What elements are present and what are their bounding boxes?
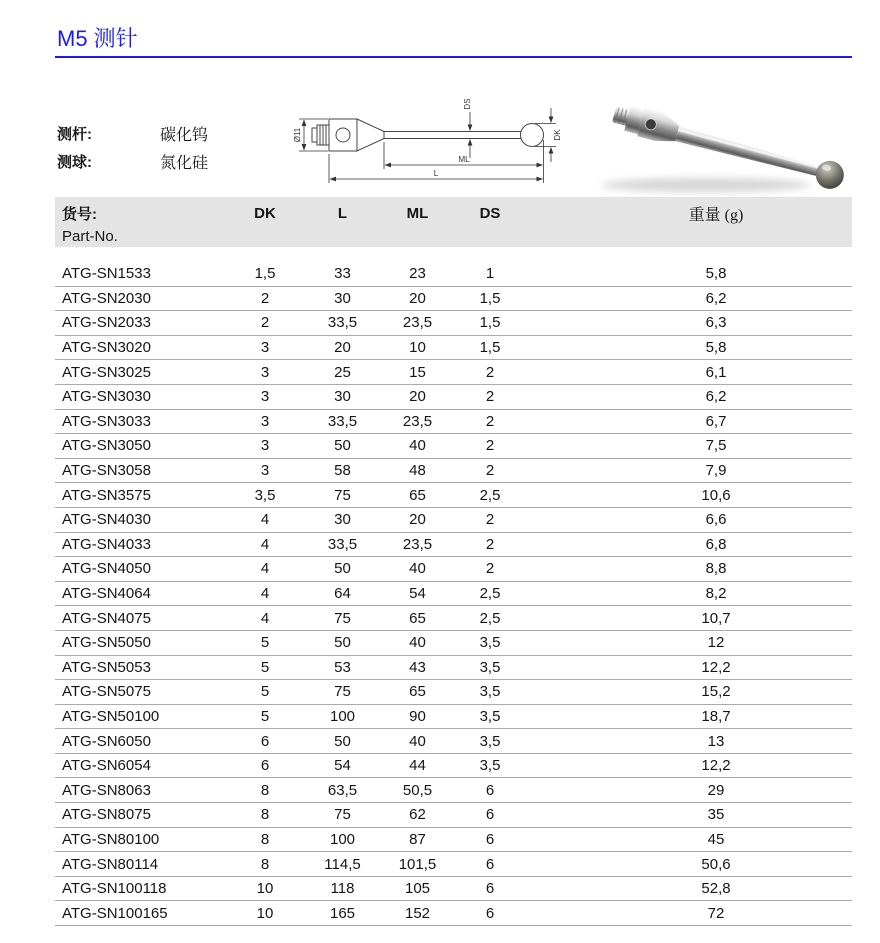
- cell-ds: 2: [485, 535, 495, 553]
- cell-dk: 3: [260, 412, 270, 430]
- cell-ds: 2: [485, 388, 495, 406]
- cell-weight: 6,6: [705, 511, 727, 529]
- dim-label-diameter: Ø11: [293, 127, 302, 143]
- cell-weight: 15,2: [701, 683, 731, 701]
- cell-part-no: ATG-SN8075: [62, 806, 151, 824]
- cell-ml: 65: [409, 486, 426, 504]
- table-body: [55, 262, 852, 926]
- cell-ml: 152: [404, 904, 431, 922]
- col-header-l: L: [337, 205, 348, 222]
- cell-weight: 52,8: [701, 880, 731, 898]
- table-row: [55, 533, 852, 558]
- cell-l: 100: [329, 830, 356, 848]
- cell-weight: 18,7: [701, 707, 731, 725]
- cell-part-no: ATG-SN1533: [62, 265, 151, 283]
- cell-l: 30: [334, 388, 351, 406]
- cell-l: 118: [330, 880, 355, 898]
- cell-dk: 8: [260, 781, 270, 799]
- cell-ml: 23,5: [402, 314, 433, 332]
- cell-weight: 6,1: [705, 363, 727, 381]
- cell-ml: 40: [409, 732, 426, 750]
- table-row: [55, 557, 852, 582]
- table-row: [55, 778, 852, 803]
- cell-weight: 7,9: [705, 462, 727, 480]
- cell-l: 20: [334, 339, 351, 357]
- cell-ds: 3,5: [479, 683, 501, 701]
- cell-dk: 3: [260, 363, 270, 381]
- cell-part-no: ATG-SN3050: [62, 437, 151, 455]
- cell-l: 100: [329, 707, 356, 725]
- cell-ds: 6: [485, 855, 495, 873]
- cell-part-no: ATG-SN3030: [62, 388, 151, 406]
- cell-ml: 23,5: [402, 412, 433, 430]
- cell-weight: 29: [707, 781, 725, 799]
- dim-label-ds: DS: [463, 98, 472, 110]
- table-row: [55, 656, 852, 681]
- cell-part-no: ATG-SN3033: [62, 412, 151, 430]
- cell-l: 58: [334, 462, 351, 480]
- cell-dk: 10: [256, 904, 274, 922]
- cell-l: 25: [334, 363, 351, 381]
- cell-l: 75: [334, 806, 351, 824]
- cell-dk: 4: [260, 511, 270, 529]
- table-row: [55, 901, 852, 926]
- cell-l: 54: [334, 757, 351, 775]
- table-row: [55, 262, 852, 287]
- cell-ml: 54: [409, 585, 426, 603]
- cell-weight: 6,8: [705, 535, 727, 553]
- cell-dk: 3: [260, 437, 270, 455]
- cell-dk: 6: [260, 732, 270, 750]
- product-photo: [588, 86, 854, 202]
- cell-l: 50: [334, 560, 351, 578]
- cell-part-no: ATG-SN4075: [62, 609, 151, 627]
- table-row: [55, 680, 852, 705]
- cell-dk: 8: [260, 855, 270, 873]
- cell-weight: 10,7: [701, 609, 731, 627]
- table-row: [55, 606, 852, 631]
- cell-weight: 6,2: [705, 388, 727, 406]
- cell-dk: 5: [260, 683, 270, 701]
- cell-ds: 3,5: [479, 658, 501, 676]
- cell-weight: 8,2: [705, 585, 727, 603]
- cell-ml: 40: [409, 437, 426, 455]
- dim-label-dk: DK: [553, 129, 562, 141]
- cell-ds: 2: [485, 462, 495, 480]
- cell-ds: 2: [485, 437, 495, 455]
- table-row: [55, 877, 852, 902]
- cell-part-no: ATG-SN3058: [62, 462, 151, 480]
- cell-l: 33,5: [327, 535, 358, 553]
- cell-weight: 12: [707, 634, 725, 652]
- table-row: [55, 631, 852, 656]
- table-row: [55, 459, 852, 484]
- cell-ds: 2: [485, 560, 495, 578]
- cell-ml: 65: [409, 609, 426, 627]
- cell-ds: 3,5: [479, 634, 501, 652]
- table-row: [55, 803, 852, 828]
- cell-weight: 13: [707, 732, 725, 750]
- cell-ds: 3,5: [479, 707, 501, 725]
- cell-part-no: ATG-SN3020: [62, 339, 151, 357]
- cell-l: 30: [334, 511, 351, 529]
- stylus-dimension-drawing: [292, 88, 564, 195]
- cell-dk: 4: [260, 609, 270, 627]
- cell-l: 75: [334, 486, 351, 504]
- cell-ml: 10: [409, 339, 426, 357]
- cell-weight: 12,2: [701, 757, 731, 775]
- cell-l: 50: [334, 634, 351, 652]
- stylus-ball-label: 测球:: [57, 153, 92, 171]
- stylus-ball-value: 氮化硅: [160, 154, 209, 172]
- cell-ds: 2: [485, 412, 495, 430]
- table-row: [55, 828, 852, 853]
- col-header-part-no-en: Part-No.: [62, 228, 118, 245]
- cell-ml: 40: [409, 634, 426, 652]
- cell-ds: 3,5: [479, 732, 501, 750]
- material-row: [57, 147, 208, 175]
- cell-ml: 40: [409, 560, 426, 578]
- cell-ml: 20: [409, 289, 426, 307]
- cell-ds: 2,5: [479, 585, 501, 603]
- cell-ml: 23,5: [402, 535, 433, 553]
- cell-ds: 6: [485, 806, 495, 824]
- cell-l: 64: [334, 585, 351, 603]
- cell-weight: 8,8: [705, 560, 727, 578]
- cell-dk: 2: [260, 314, 270, 332]
- dim-label-ml: ML: [458, 155, 470, 164]
- cell-weight: 45: [707, 830, 725, 848]
- table-row: [55, 336, 852, 361]
- cell-part-no: ATG-SN5050: [62, 634, 151, 652]
- photo-shadow: [601, 178, 811, 192]
- cell-part-no: ATG-SN50100: [62, 707, 160, 725]
- cell-l: 165: [329, 904, 356, 922]
- cell-dk: 6: [260, 757, 270, 775]
- cell-part-no: ATG-SN4050: [62, 560, 151, 578]
- cell-dk: 4: [260, 535, 270, 553]
- cell-ml: 101,5: [398, 855, 437, 873]
- cell-l: 33,5: [327, 412, 358, 430]
- cell-part-no: ATG-SN5053: [62, 658, 151, 676]
- table-row: [55, 483, 852, 508]
- stylus-shaft-value: 碳化钨: [160, 126, 209, 144]
- title-divider: [55, 56, 852, 58]
- table-row: [55, 754, 852, 779]
- stylus-shaft-label: 测杆:: [57, 125, 92, 143]
- cell-ml: 105: [404, 880, 431, 898]
- table-row: [55, 287, 852, 312]
- cell-weight: 12,2: [701, 658, 731, 676]
- cell-l: 30: [334, 289, 351, 307]
- col-header-ml: ML: [406, 205, 429, 222]
- cell-l: 75: [334, 609, 351, 627]
- cell-weight: 72: [707, 904, 725, 922]
- table-row: [55, 360, 852, 385]
- cell-l: 63,5: [327, 781, 358, 799]
- material-row: [57, 119, 208, 147]
- cell-weight: 6,3: [705, 314, 727, 332]
- cell-l: 75: [334, 683, 351, 701]
- cell-ds: 6: [485, 880, 495, 898]
- cell-ds: 3,5: [479, 757, 501, 775]
- cell-ml: 48: [409, 462, 426, 480]
- cell-ds: 2,5: [479, 486, 501, 504]
- cell-weight: 6,2: [705, 289, 727, 307]
- cell-part-no: ATG-SN6050: [62, 732, 151, 750]
- cell-ml: 20: [409, 388, 426, 406]
- cell-ml: 15: [409, 363, 426, 381]
- dim-label-l: L: [433, 169, 439, 178]
- col-header-ds: DS: [479, 205, 501, 222]
- cell-weight: 5,8: [705, 339, 727, 357]
- cell-ds: 1,5: [479, 339, 501, 357]
- table-row: [55, 311, 852, 336]
- cell-weight: 10,6: [701, 486, 731, 504]
- cell-ml: 20: [409, 511, 426, 529]
- cell-ds: 6: [485, 781, 495, 799]
- cell-ds: 2,5: [479, 609, 501, 627]
- cell-dk: 4: [260, 585, 270, 603]
- cell-weight: 5,8: [705, 265, 727, 283]
- cell-dk: 10: [256, 880, 274, 898]
- cell-l: 53: [334, 658, 351, 676]
- cell-dk: 4: [260, 560, 270, 578]
- col-header-part-no: 货号:: [62, 206, 97, 223]
- table-row: [55, 508, 852, 533]
- table-header: [55, 197, 852, 247]
- cell-dk: 2: [260, 289, 270, 307]
- cell-ml: 44: [409, 757, 426, 775]
- cell-part-no: ATG-SN3025: [62, 363, 151, 381]
- cell-weight: 7,5: [705, 437, 727, 455]
- cell-part-no: ATG-SN8063: [62, 781, 151, 799]
- cell-dk: 8: [260, 806, 270, 824]
- cell-ds: 1,5: [479, 289, 501, 307]
- cell-l: 33,5: [327, 314, 358, 332]
- cell-part-no: ATG-SN80114: [62, 855, 159, 873]
- table-header-row: [55, 197, 852, 225]
- table-row: [55, 852, 852, 877]
- cell-ml: 50,5: [402, 781, 433, 799]
- cell-l: 50: [334, 732, 351, 750]
- cell-ds: 6: [485, 904, 495, 922]
- cell-ds: 2: [485, 511, 495, 529]
- cell-dk: 5: [260, 707, 270, 725]
- cell-ml: 87: [409, 830, 426, 848]
- cell-part-no: ATG-SN4064: [62, 585, 151, 603]
- col-header-weight: 重量 (g): [688, 207, 744, 224]
- cell-part-no: ATG-SN5075: [62, 683, 151, 701]
- cell-part-no: ATG-SN4030: [62, 511, 151, 529]
- col-header-dk: DK: [254, 205, 276, 222]
- cell-part-no: ATG-SN4033: [62, 535, 151, 553]
- cell-weight: 35: [707, 806, 725, 824]
- cell-ml: 90: [409, 707, 426, 725]
- cell-l: 114,5: [324, 855, 361, 873]
- cell-dk: 3: [260, 388, 270, 406]
- cell-ds: 2: [485, 363, 495, 381]
- cell-ml: 65: [409, 683, 426, 701]
- page-title: M5 测针: [57, 26, 138, 51]
- cell-part-no: ATG-SN100118: [62, 880, 167, 898]
- cell-part-no: ATG-SN80100: [62, 830, 160, 848]
- table-row: [55, 434, 852, 459]
- cell-weight: 50,6: [701, 855, 731, 873]
- table-row: [55, 705, 852, 730]
- table-row: [55, 582, 852, 607]
- table-row: [55, 410, 852, 435]
- cell-l: 50: [334, 437, 351, 455]
- cell-dk: 5: [260, 658, 270, 676]
- cell-dk: 5: [260, 634, 270, 652]
- table-row: [55, 729, 852, 754]
- cell-dk: 8: [260, 830, 270, 848]
- cell-ds: 1: [485, 265, 495, 283]
- cell-dk: 1,5: [254, 265, 276, 283]
- cell-weight: 6,7: [705, 412, 727, 430]
- cell-part-no: ATG-SN100165: [62, 904, 168, 922]
- cell-part-no: ATG-SN2033: [62, 314, 151, 332]
- cell-ml: 62: [409, 806, 426, 824]
- cell-ds: 6: [485, 830, 495, 848]
- cell-ds: 1,5: [479, 314, 501, 332]
- cell-ml: 23: [409, 265, 426, 283]
- cell-dk: 3: [260, 339, 270, 357]
- cell-part-no: ATG-SN2030: [62, 289, 151, 307]
- cell-part-no: ATG-SN3575: [62, 486, 151, 504]
- cell-dk: 3,5: [254, 486, 276, 504]
- cell-l: 33: [334, 265, 351, 283]
- cell-dk: 3: [260, 462, 270, 480]
- cell-part-no: ATG-SN6054: [62, 757, 151, 775]
- cell-ml: 43: [409, 658, 426, 676]
- materials-block: [57, 119, 208, 175]
- table-row: [55, 385, 852, 410]
